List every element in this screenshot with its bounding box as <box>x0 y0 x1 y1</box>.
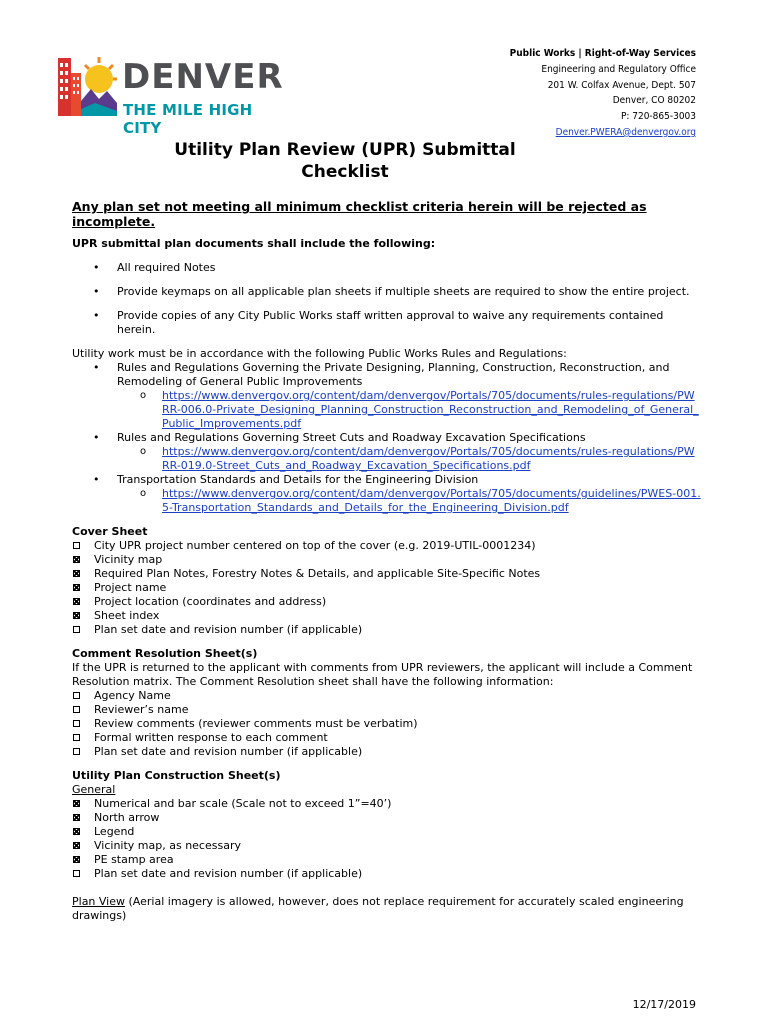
unchecked-box-icon[interactable] <box>73 542 80 549</box>
checklist-item-text: Vicinity map <box>94 553 163 566</box>
checklist-item-text: Required Plan Notes, Forestry Notes & Details, and applicable Site-Specific Notes <box>94 567 541 580</box>
checklist-item <box>72 853 702 867</box>
unchecked-box-icon[interactable] <box>73 706 80 713</box>
logo-tagline: THE MILE HIGH CITY <box>123 101 253 137</box>
requirements-intro: UPR submittal plan documents shall include the following: <box>72 237 436 250</box>
checklist-item-text: City UPR project number centered on top of the cover (e.g. 2019-UTIL-0001234) <box>94 539 536 552</box>
rules-intro: Utility work must be in accordance with the following Public Works Rules and Regulations: <box>72 347 567 360</box>
checklist-item <box>72 867 702 881</box>
title-line-1: Utility Plan Review (UPR) Submittal <box>174 140 516 160</box>
footer-date: 12/17/2019 <box>632 998 696 1011</box>
checklist-item <box>72 839 702 853</box>
checklist-item <box>72 567 702 581</box>
rule-item <box>72 361 702 431</box>
checked-box-icon[interactable] <box>73 612 80 619</box>
checklist-item <box>72 595 702 609</box>
requirement-item: • Provide copies of any City Public Works staff written approval to waive any requirements contained herein. <box>72 309 702 337</box>
rule-text: Transportation Standards and Details for the Engineering Division <box>117 473 479 486</box>
street-address: 201 W. Colfax Avenue, Dept. 507 <box>547 79 696 91</box>
checklist-item-text: Plan set date and revision number (if applicable) <box>94 745 363 758</box>
checklist-item <box>72 689 702 703</box>
plan-view-note: (Aerial imagery is allowed, however, does not replace requirement for accurately scaled engineering drawings) <box>72 895 684 922</box>
title-line-2: Checklist <box>301 162 389 182</box>
checklist-item <box>72 581 702 595</box>
checked-box-icon[interactable] <box>73 598 80 605</box>
checklist-item-text: Numerical and bar scale (Scale not to exceed 1”=40’) <box>94 797 392 810</box>
checked-box-icon[interactable] <box>73 570 80 577</box>
comment-resolution-checklist <box>72 689 702 759</box>
contact-block <box>510 46 696 141</box>
checklist-item-text: Review comments (reviewer comments must be verbatim) <box>94 717 418 730</box>
checked-box-icon[interactable] <box>73 584 80 591</box>
unchecked-box-icon[interactable] <box>73 734 80 741</box>
phone-number: P: 720-865-3003 <box>620 111 696 123</box>
denver-skyline-icon <box>55 55 117 125</box>
checklist-item-text: Plan set date and revision number (if applicable) <box>94 867 363 880</box>
rejection-warning: Any plan set not meeting all minimum checklist criteria herein will be rejected as incomplete. <box>72 199 647 229</box>
rule-link[interactable]: https://www.denvergov.org/content/dam/denvergov/Portals/705/documents/rules-regulations/PWRR-006.0-Private_Designing_Planning_Construction_Reconstruction_and_Remodeling_of_General_Public_Improvements.pdf <box>162 389 699 430</box>
denver-logo <box>55 55 295 137</box>
construction-checklist <box>72 797 702 881</box>
cover-sheet-heading: Cover Sheet <box>72 525 148 538</box>
checked-box-icon[interactable] <box>73 828 80 835</box>
checked-box-icon[interactable] <box>73 800 80 807</box>
rule-item <box>72 473 702 515</box>
checked-box-icon[interactable] <box>73 856 80 863</box>
checklist-item-text: Formal written response to each comment <box>94 731 328 744</box>
checklist-item-text: Legend <box>94 825 135 838</box>
unchecked-box-icon[interactable] <box>73 870 80 877</box>
requirements-list <box>72 261 702 337</box>
plan-view-label: Plan View <box>72 895 126 908</box>
requirement-item: • Provide keymaps on all applicable plan sheets if multiple sheets are required to show the entire project. <box>72 285 702 299</box>
comment-resolution-heading: Comment Resolution Sheet(s) <box>72 647 258 660</box>
checklist-item-text: North arrow <box>94 811 160 824</box>
unchecked-box-icon[interactable] <box>73 692 80 699</box>
checked-box-icon[interactable] <box>73 842 80 849</box>
checked-box-icon[interactable] <box>73 814 80 821</box>
unchecked-box-icon[interactable] <box>73 748 80 755</box>
rule-item <box>72 431 702 473</box>
rule-link[interactable]: https://www.denvergov.org/content/dam/denvergov/Portals/705/documents/rules-regulations/PWRR-019.0-Street_Cuts_and_Roadway_Excavation_Specifications.pdf <box>162 445 695 472</box>
comment-resolution-description: If the UPR is returned to the applicant with comments from UPR reviewers, the applicant will include a Comment Resolution matrix. The Comment Resolution sheet shall have the following information: <box>72 661 693 688</box>
checklist-item <box>72 811 702 825</box>
checklist-item <box>72 745 702 759</box>
checklist-item <box>72 703 702 717</box>
checklist-item <box>72 623 702 637</box>
checklist-item-text: PE stamp area <box>94 853 174 866</box>
office-name: Engineering and Regulatory Office <box>541 63 696 75</box>
checklist-item <box>72 553 702 567</box>
construction-heading: Utility Plan Construction Sheet(s) <box>72 769 281 782</box>
checklist-item-text: Agency Name <box>94 689 171 702</box>
department-name: Public Works | Right-of-Way Services <box>509 48 696 59</box>
checklist-item-text: Vicinity map, as necessary <box>94 839 241 852</box>
page-title <box>0 139 690 183</box>
plan-view-paragraph <box>72 895 702 923</box>
cover-sheet-checklist <box>72 539 702 637</box>
checklist-item <box>72 717 702 731</box>
document-body <box>72 199 702 923</box>
checklist-item <box>72 797 702 811</box>
logo-wordmark: DENVER <box>122 57 284 97</box>
city-state-zip: Denver, CO 80202 <box>612 95 696 107</box>
general-subheading: General <box>72 783 116 796</box>
checklist-item-text: Sheet index <box>94 609 160 622</box>
checklist-item <box>72 539 702 553</box>
checklist-item <box>72 825 702 839</box>
checked-box-icon[interactable] <box>73 556 80 563</box>
requirement-item: • All required Notes <box>72 261 702 275</box>
rule-link[interactable]: https://www.denvergov.org/content/dam/denvergov/Portals/705/documents/guidelines/PWES-001.5-Transportation_Standards_and_Details_for_the_Engineering_Division.pdf <box>162 487 701 514</box>
rule-text: Rules and Regulations Governing Street Cuts and Roadway Excavation Specifications <box>117 431 586 444</box>
checklist-item-text: Plan set date and revision number (if applicable) <box>94 623 363 636</box>
unchecked-box-icon[interactable] <box>73 626 80 633</box>
rule-text: Rules and Regulations Governing the Private Designing, Planning, Construction, Reconstruction, and Remodeling of General Public Improvements <box>117 361 670 388</box>
checklist-item-text: Project name <box>94 581 167 594</box>
checklist-item-text: Reviewer’s name <box>94 703 189 716</box>
rules-list <box>72 361 702 515</box>
checklist-item <box>72 731 702 745</box>
checklist-item-text: Project location (coordinates and address) <box>94 595 327 608</box>
email-link[interactable]: Denver.PWERA@denvergov.org <box>555 126 696 138</box>
checklist-item <box>72 609 702 623</box>
unchecked-box-icon[interactable] <box>73 720 80 727</box>
